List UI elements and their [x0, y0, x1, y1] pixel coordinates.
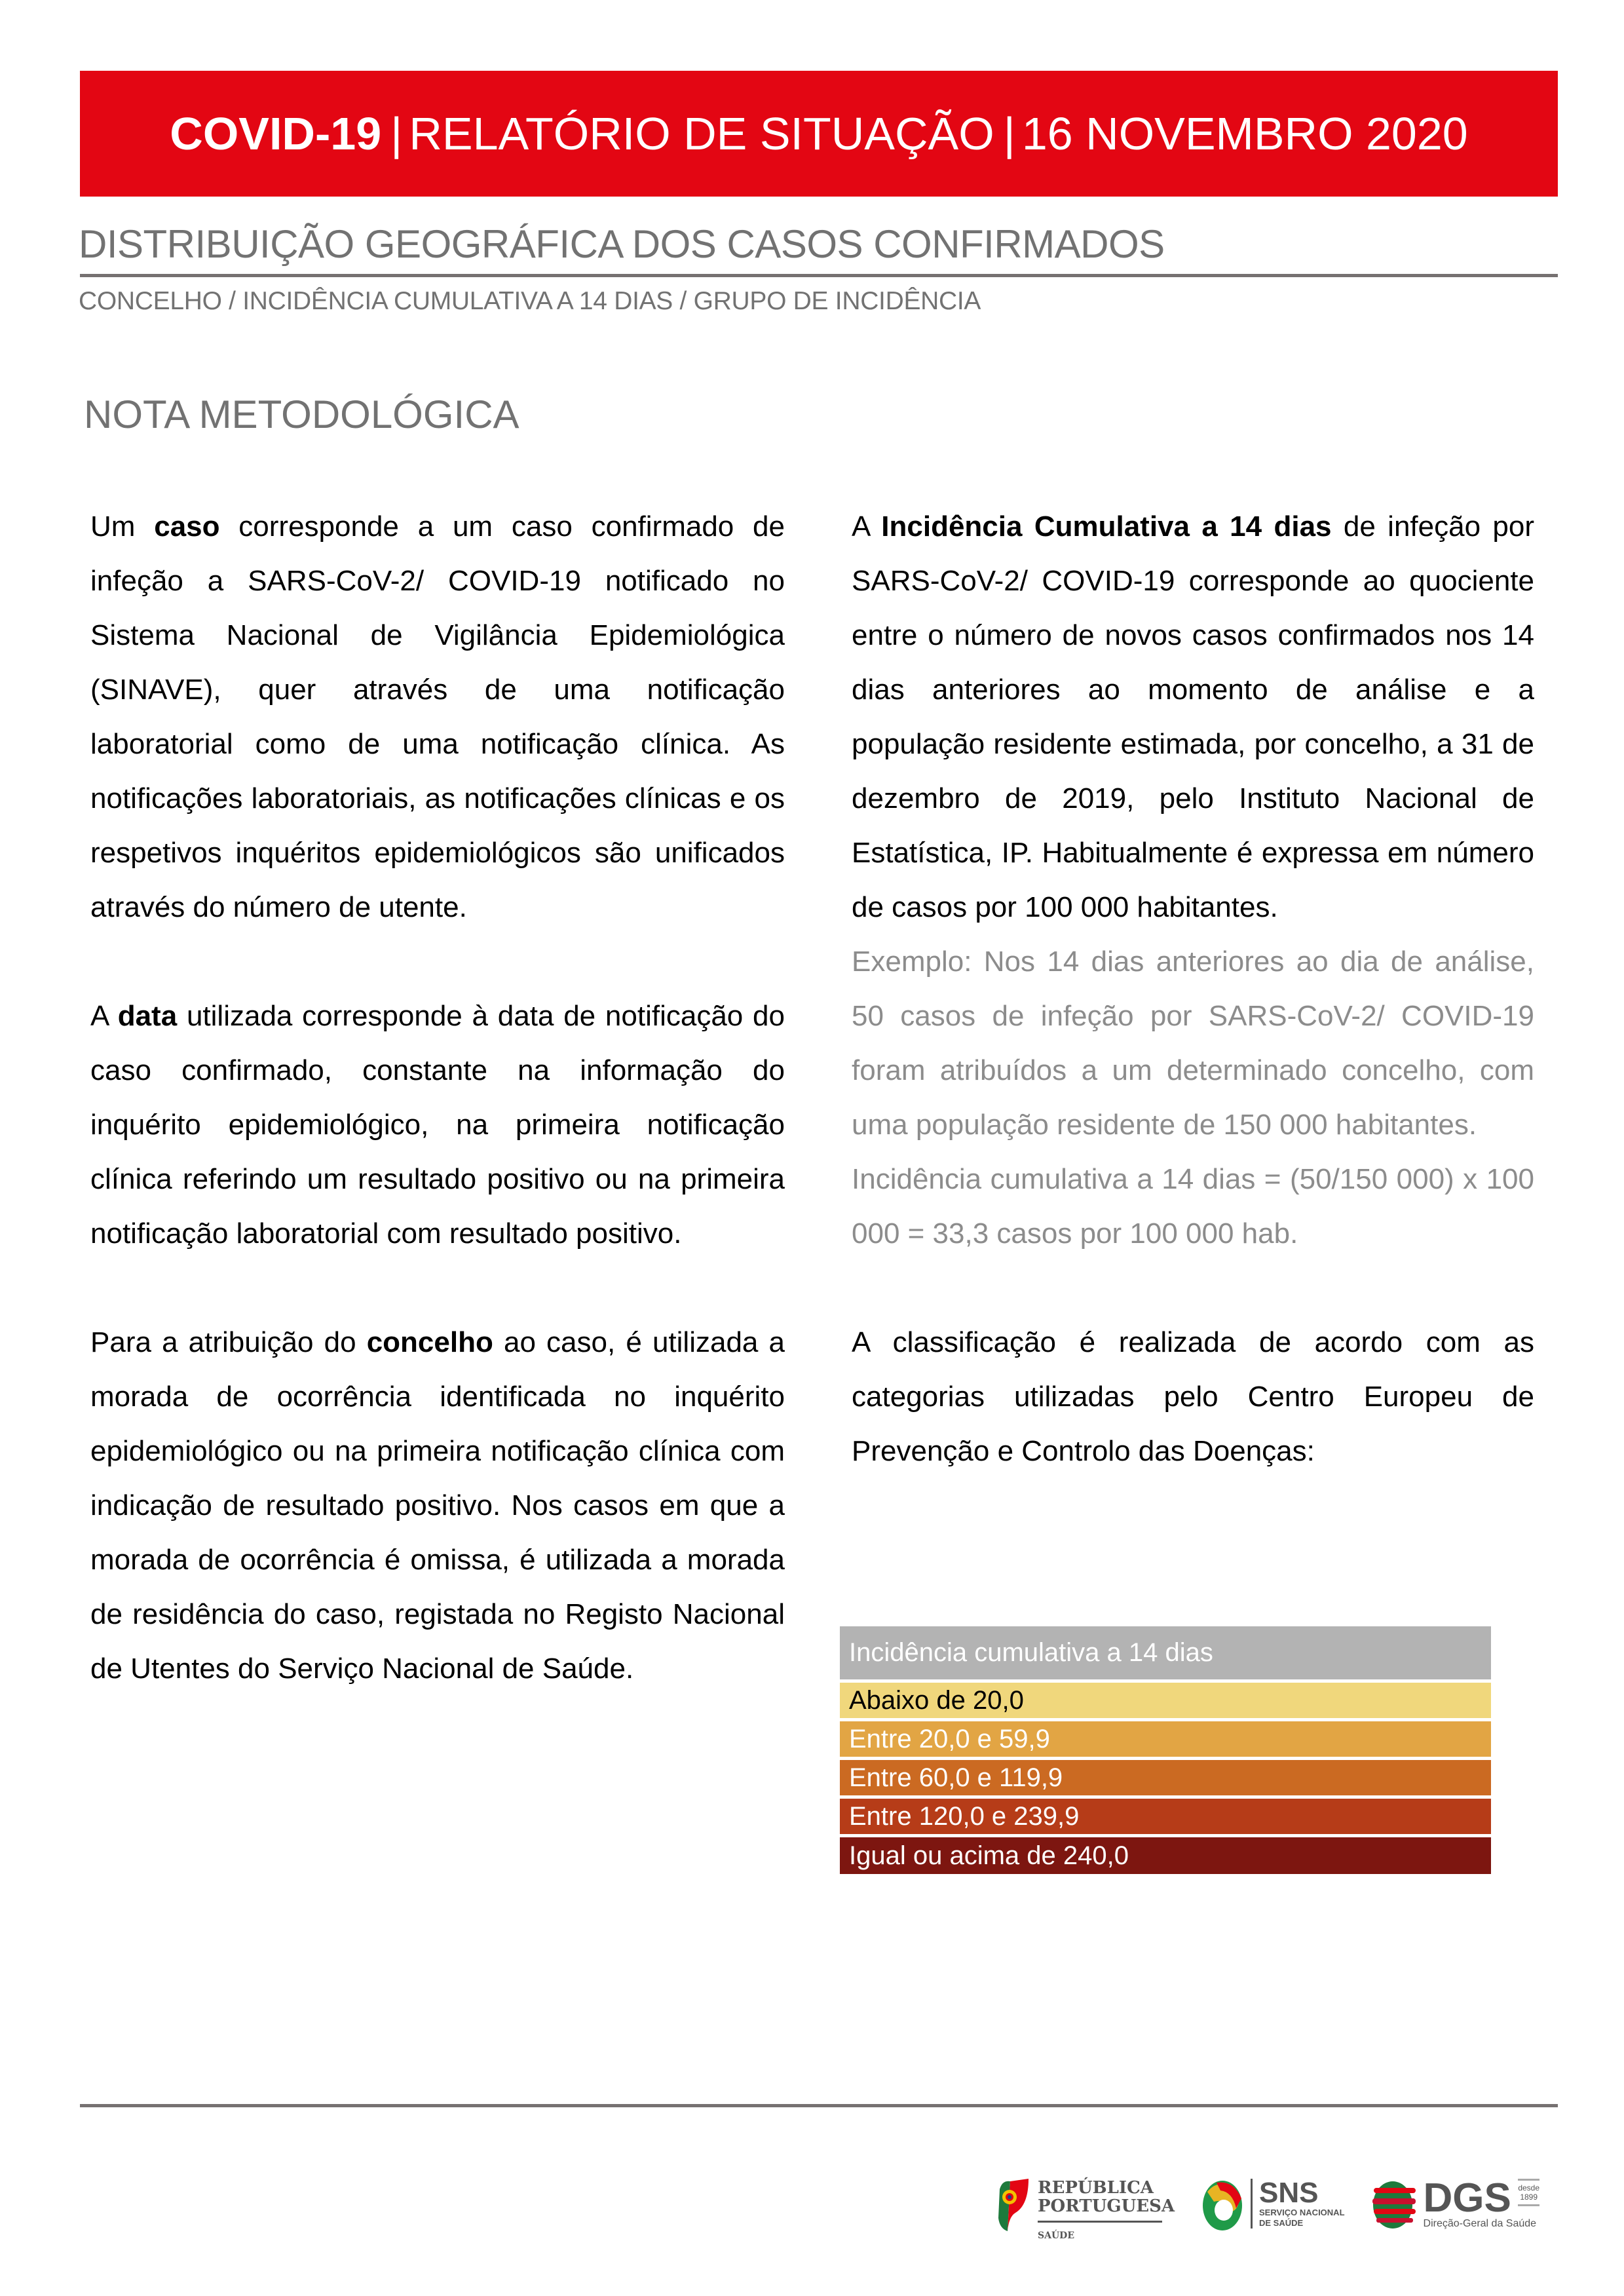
header-separator: | [390, 108, 403, 159]
paragraph-incidencia [852, 499, 1534, 934]
section-title: DISTRIBUIÇÃO GEOGRÁFICA DOS CASOS CONFIRMADOS [79, 222, 1165, 266]
text: de infeção por SARS-CoV-2/ COVID-19 corresponde ao quociente entre o número de novos casos confirmados nos 14 dias anteriores ao momento de análise e a população residente estimada, por concelho, a 31 de dezembro de 2019, pelo Instituto Nacional de Estatística, IP. Habitualmente é expressa em número de casos por 100 000 habitantes. [852, 510, 1534, 923]
sns-line1: SERVIÇO NACIONAL [1259, 2208, 1345, 2217]
text: A [90, 1000, 118, 1032]
legend-item-below-20: Abaixo de 20,0 [840, 1683, 1491, 1718]
classification-paragraph: A classificação é realizada de acordo com as categorias utilizadas pelo Centro Europeu de Prevenção e Controlo das Doenças: [852, 1326, 1534, 1467]
footer-logos [996, 2175, 1572, 2257]
dgs-globe-icon [1371, 2179, 1417, 2231]
dgs-since-year: 1899 [1520, 2192, 1538, 2202]
bold-term: concelho [366, 1326, 493, 1358]
legend-item-120-239: Entre 120,0 e 239,9 [840, 1799, 1491, 1834]
header-title-covid: COVID-19 [170, 108, 382, 159]
legend-item-60-119: Entre 60,0 e 119,9 [840, 1760, 1491, 1795]
paragraph-data [90, 989, 785, 1261]
report-header-banner [80, 71, 1558, 197]
republica-line2: PORTUGUESA [1038, 2196, 1175, 2216]
header-separator-2: | [1003, 108, 1015, 159]
dgs-name: Direção-Geral da Saúde [1423, 2218, 1537, 2229]
sns-line2: DE SAÚDE [1259, 2218, 1304, 2228]
legend-header: Incidência cumulativa a 14 dias [840, 1626, 1491, 1679]
sns-acronym: SNS [1259, 2177, 1319, 2209]
bold-term: data [117, 1000, 178, 1032]
sns-ring-icon [1201, 2179, 1244, 2232]
text: A [852, 510, 882, 543]
republica-line3: SAÚDE [1038, 2230, 1074, 2241]
bold-term: Incidência Cumulativa a 14 dias [881, 510, 1332, 543]
dgs-since-label: desde [1518, 2183, 1540, 2192]
header-title-report: RELATÓRIO DE SITUAÇÃO [409, 108, 994, 159]
example-paragraph: Exemplo: Nos 14 dias anteriores ao dia de análise, 50 casos de infeção por SARS-CoV-2/ COVID-19 foram atribuídos a um determinado concelho, com uma população residente de 150 000 habitantes. [852, 946, 1534, 1141]
section-divider [80, 274, 1558, 277]
text: Para a atribuição do [90, 1326, 367, 1358]
dgs-since [1518, 2179, 1539, 2206]
paragraph-concelho [90, 1315, 785, 1696]
bold-term: caso [154, 510, 220, 543]
republica-line1: REPÚBLICA [1038, 2178, 1154, 2198]
legend-item-240-plus: Igual ou acima de 240,0 [840, 1837, 1491, 1874]
dgs-logo [1371, 2175, 1540, 2231]
sns-logo [1201, 2179, 1345, 2232]
paragraph-caso [90, 499, 785, 934]
dgs-acronym: DGS [1423, 2175, 1511, 2221]
section-subtitle: CONCELHO / INCIDÊNCIA CUMULATIVA A 14 DIAS / GRUPO DE INCIDÊNCIA [79, 287, 981, 315]
text: ao caso, é utilizada a morada de ocorrência identificada no inquérito epidemiológico ou na primeira notificação clínica com indicação de resultado positivo. Nos casos em que a morada de ocorrência é omissa, é utilizada a morada de residência do caso, registada no Registo Nacional de Utentes do Serviço Nacional de Saúde. [90, 1326, 785, 1685]
footer-divider [80, 2104, 1558, 2107]
methodology-heading: NOTA METODOLÓGICA [84, 392, 519, 436]
republica-portuguesa-logo [996, 2179, 1175, 2245]
text: corresponde a um caso confirmado de infeção a SARS-CoV-2/ COVID-19 notificado no Sistema Nacional de Vigilância Epidemiológica (SINAVE), quer através de uma notificação laboratorial como de uma notificação clínica. As notificações laboratoriais, as notificações clínicas e os respetivos inquéritos epidemiológicos são unificados através do número de utente. [90, 510, 785, 923]
left-column [90, 499, 785, 1750]
header-date: 16 NOVEMBRO 2020 [1021, 108, 1468, 159]
text: utilizada corresponde à data de notificação do caso confirmado, constante na informação do inquérito epidemiológico, na primeira notificação clínica referindo um resultado positivo ou na primeira notificação laboratorial com resultado positivo. [90, 1000, 785, 1250]
legend-item-20-59: Entre 20,0 e 59,9 [840, 1721, 1491, 1757]
republica-rule [1038, 2221, 1162, 2223]
portugal-flag-icon [996, 2179, 1030, 2232]
incidence-legend-table [840, 1626, 1491, 1877]
text: Um [90, 510, 155, 543]
formula-paragraph: Incidência cumulativa a 14 dias = (50/150 000) x 100 000 = 33,3 casos por 100 000 hab. [852, 1163, 1534, 1250]
right-column [852, 499, 1534, 1533]
